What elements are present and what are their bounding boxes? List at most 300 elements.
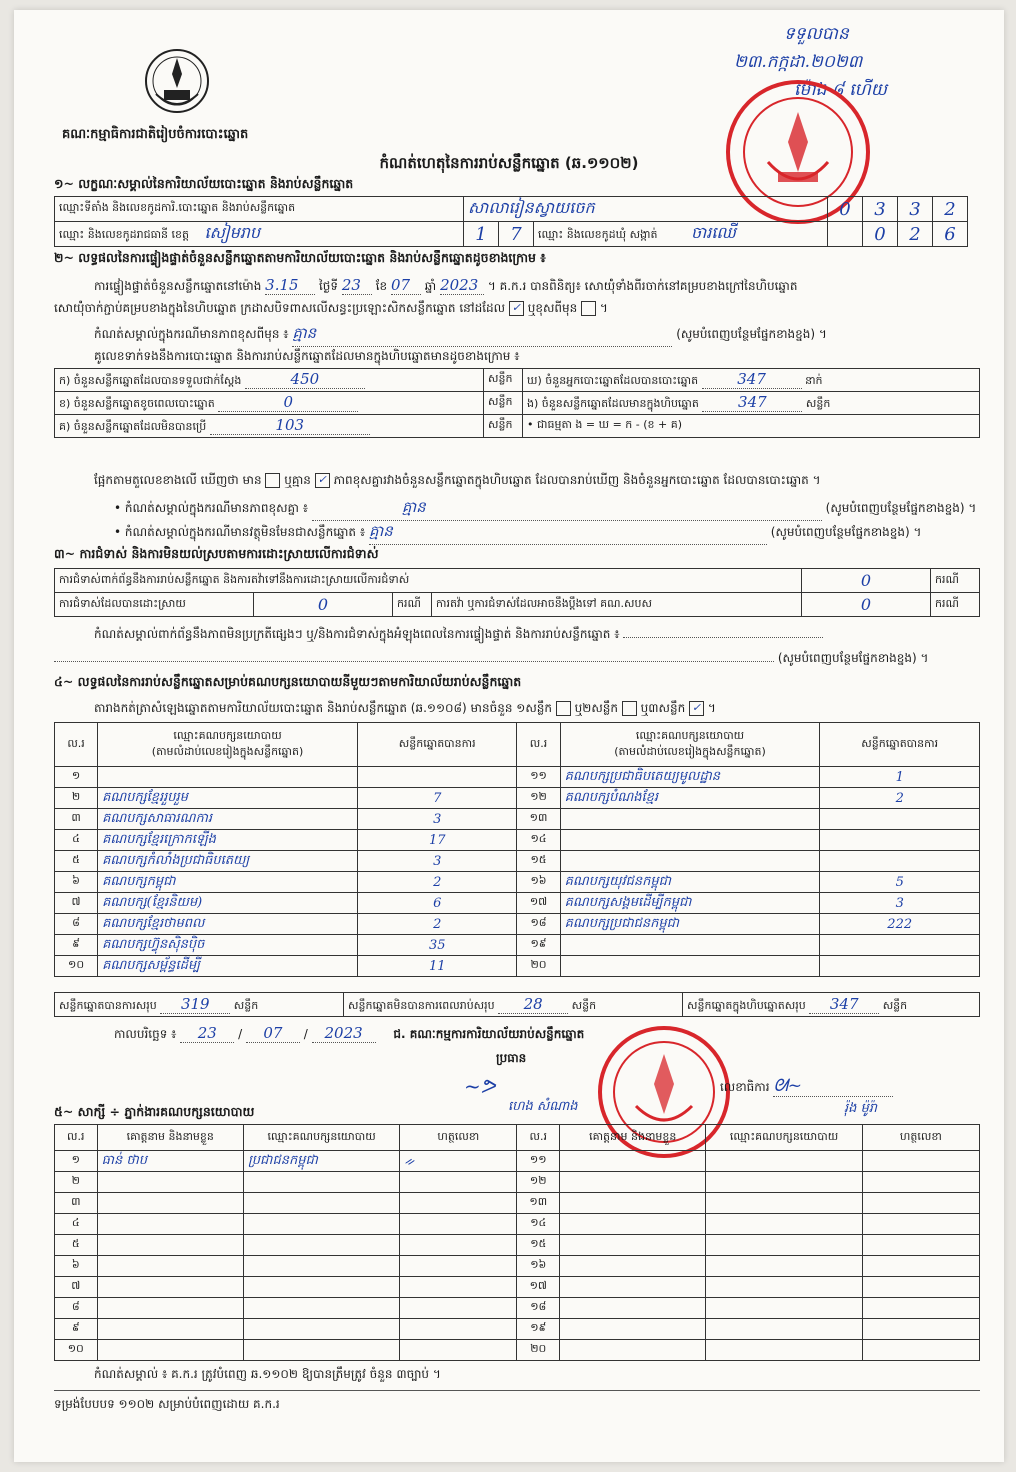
witness-name-cell xyxy=(560,1319,706,1340)
objections-value: 0 xyxy=(802,569,931,593)
witness-party-cell xyxy=(706,1298,862,1319)
col-votes-header: សន្លឹកឆ្នោតបានការ xyxy=(357,723,517,767)
party-row xyxy=(55,956,980,977)
witness-sign-cell xyxy=(400,1172,517,1193)
votes-cell: 2 xyxy=(357,872,517,893)
location-code-digit: 2 xyxy=(933,197,968,222)
change-note-label: កំណត់សម្គាល់ក្នុងករណីមានភាពខុសពីមុន ៖ xyxy=(94,327,289,341)
location-label: ឈ្មោះទីតាំង និងលេខកូដការិ.បោះឆ្នោត និងរាប់សន្លឹកឆ្នោត xyxy=(55,197,464,222)
totals-table xyxy=(54,992,980,1017)
verification-time: 3.15 xyxy=(265,276,315,295)
witness-sign-cell xyxy=(862,1235,979,1256)
party-results-table xyxy=(54,722,980,977)
witness-name-cell xyxy=(97,1172,243,1193)
witness-row xyxy=(55,1235,980,1256)
two-sheets-label: ឬ២សន្លឹក xyxy=(574,701,619,715)
witness-sign-cell xyxy=(862,1256,979,1277)
witness-table xyxy=(54,1124,980,1361)
votes-cell: 3 xyxy=(357,851,517,872)
col-no-header: ល.រ xyxy=(517,1125,560,1151)
fill-hint: (សូមបំពេញបន្ថែមផ្នែកខាងខ្នង) ។ xyxy=(676,327,827,341)
received-note-line: ទទួលបាន xyxy=(784,24,849,44)
section4-title: ៤~ លទ្ធផលនៃការរាប់សន្លឹកឆ្នោតសម្រាប់គណបក្សនយោបាយនីមួយៗតាមការិយាល័យរាប់សន្លឹកឆ្នោត xyxy=(54,674,522,689)
total-invalid-label: សន្លឹកឆ្នោតមិនបានការពេលរាប់សរុប xyxy=(348,998,495,1012)
no-cell: ១៤ xyxy=(517,830,560,851)
total-valid-value: 319 xyxy=(160,995,230,1014)
secretary-name: រ៉ុង ម៉ូរ៉ា xyxy=(844,1101,878,1116)
date-label: កាលបរិច្ឆេទ ៖ xyxy=(114,1027,177,1041)
witness-party-cell xyxy=(243,1235,399,1256)
organization-name: គណៈកម្មាធិការជាតិរៀបចំការបោះឆ្នោត xyxy=(62,127,249,142)
no-cell: ៦ xyxy=(55,1256,98,1277)
total-box-cell xyxy=(683,993,980,1017)
witness-name-cell xyxy=(560,1277,706,1298)
commune-label xyxy=(534,222,828,247)
objections-label: ការជំទាស់ពាក់ព័ន្ធនឹងការរាប់សន្លឹកឆ្នោត និងការតវ៉ាទៅនឹងការដោះស្រាយលើការជំទាស់ xyxy=(55,569,802,593)
count-d-label: ឃ) ចំនួនអ្នកបោះឆ្នោតដែលបានបោះឆ្នោត xyxy=(527,374,699,387)
province-code-digit: 1 xyxy=(464,222,499,247)
irregularities-note xyxy=(94,626,974,644)
unit-ballot: សន្លឹក xyxy=(882,998,908,1012)
col-party-subtitle: (តាមលំដាប់លេខរៀងក្នុងសន្លឹកឆ្នោត) xyxy=(151,744,304,758)
section1-title: ១~ លក្ខណៈសម្គាល់នៃការិយាល័យបោះឆ្នោត និងរាប់សន្លឹកឆ្នោត xyxy=(54,176,354,191)
votes-cell xyxy=(820,935,980,956)
count-a-value: 450 xyxy=(245,370,365,389)
witness-sign-cell xyxy=(862,1340,979,1361)
ballot-counts-table xyxy=(54,368,980,438)
col-party-header xyxy=(98,723,358,767)
location-code-digit: 0 xyxy=(828,197,863,222)
section1-table xyxy=(54,196,968,247)
no-cell: ១ xyxy=(55,1151,98,1172)
three-sheets-label: ឬ៣សន្លឹក xyxy=(640,701,686,715)
party-name-cell xyxy=(560,956,820,977)
irregularities-note-2 xyxy=(54,650,974,668)
no-cell: ៤ xyxy=(55,830,98,851)
witness-party-cell xyxy=(243,1193,399,1214)
witness-name-cell xyxy=(97,1277,243,1298)
witness-sign-cell xyxy=(400,1235,517,1256)
no-cell: ១៤ xyxy=(517,1214,560,1235)
president-signature: ~ᕗ xyxy=(464,1074,496,1098)
count-b-value: 0 xyxy=(218,393,358,412)
witness-sign-cell xyxy=(862,1277,979,1298)
verification-line-2: សោយ៉ុំចាក់ភ្ជាប់គម្របខាងក្នុងនៃហិបឆ្នោត ក្រដាសបិទពាសលើសន្ធះប្រឡោះសិកសន្លឹកឆ្នោត នៅដដែល ✓ ឬខុសពីមុន ។ xyxy=(54,301,608,315)
witness-row xyxy=(55,1277,980,1298)
witness-name-cell xyxy=(97,1319,243,1340)
unit-ballot: សន្លឹក xyxy=(805,397,831,410)
no-cell: ៨ xyxy=(55,1298,98,1319)
witness-row xyxy=(55,1214,980,1235)
count-a-label: ក) ចំនួនសន្លឹកឆ្នោតដែលបានទទួលជាក់ស្តែង xyxy=(59,374,242,387)
witness-sign-cell: ᨀ xyxy=(400,1151,517,1172)
votes-cell: 6 xyxy=(357,893,517,914)
no-cell: ២០ xyxy=(517,1340,560,1361)
party-row xyxy=(55,830,980,851)
one-sheet-checkbox[interactable] xyxy=(556,701,571,716)
count-d-cell xyxy=(523,369,980,392)
count-e-value: 347 xyxy=(702,393,802,412)
received-note-line: ២៣.កក្កដា.២០២៣ xyxy=(734,52,863,72)
party-name-cell xyxy=(560,851,820,872)
witness-sign-cell xyxy=(862,1214,979,1235)
no-cell: ២ xyxy=(55,1172,98,1193)
witness-sign-cell xyxy=(400,1319,517,1340)
no-cell: ១៦ xyxy=(517,1256,560,1277)
party-row xyxy=(55,914,980,935)
no-cell: ៧ xyxy=(55,1277,98,1298)
party-name-cell: គណបក្សសាធារណការ xyxy=(98,809,358,830)
form-title: កំណត់ហេតុនៃការរាប់សន្លឹកឆ្នោត (ឆ.១១០២) xyxy=(379,154,639,172)
party-row xyxy=(55,788,980,809)
irregular-note-label: • កំណត់សម្គាល់ក្នុងករណីមានវត្ថុមិនមែនជាសន្លឹកឆ្នោត ៖ xyxy=(114,525,366,539)
irregularities-note-line xyxy=(623,637,823,638)
witness-name-cell xyxy=(97,1256,243,1277)
count-a-cell xyxy=(55,369,484,392)
witness-name-cell xyxy=(560,1256,706,1277)
total-invalid-value: 28 xyxy=(498,995,568,1014)
irregularities-note-label: កំណត់សម្គាល់ពាក់ព័ន្ធនឹងភាពមិនប្រក្រតីផ្សេងៗ ឬ/និងការជំទាស់ក្នុងអំឡុងពេលនៃការផ្ទៀងផ្ទាត់ និងការរាប់សន្លឹកឆ្នោត ៖ xyxy=(94,627,620,641)
same-checkbox-checked[interactable]: ✓ xyxy=(509,301,524,316)
unit-cell: ករណី xyxy=(931,593,980,617)
col-party-header: ឈ្មោះគណបក្សនយោបាយ xyxy=(243,1125,399,1151)
comparison-none-label: ឬគ្មាន xyxy=(284,473,311,487)
witness-party-cell xyxy=(706,1235,862,1256)
form-sheet xyxy=(14,10,1004,1462)
no-cell: ៧ xyxy=(55,893,98,914)
changed-label: ឬខុសពីមុន xyxy=(527,301,578,315)
col-party-header xyxy=(560,723,820,767)
witness-party-cell xyxy=(243,1172,399,1193)
president-name: ហេង សំណាង xyxy=(508,1099,578,1114)
witness-party-cell xyxy=(243,1277,399,1298)
votes-cell: 35 xyxy=(357,935,517,956)
witness-row xyxy=(55,1319,980,1340)
witness-name-cell xyxy=(97,1298,243,1319)
unit-cell: សន្លឹក xyxy=(484,392,523,415)
committee-label: ជ. គណៈកម្មការការិយាល័យរាប់សន្លឹកឆ្នោត xyxy=(393,1027,585,1041)
spacer-cell xyxy=(828,222,863,247)
witness-row xyxy=(55,1340,980,1361)
section5-title: ៥~ សាក្សី ÷ ភ្នាក់ងារគណបក្សនយោបាយ xyxy=(54,1104,255,1119)
witness-name-cell xyxy=(97,1340,243,1361)
party-name-cell xyxy=(98,767,358,788)
no-cell: ៩ xyxy=(55,935,98,956)
province-value: សៀមរាប xyxy=(204,223,261,242)
no-cell: ១២ xyxy=(517,1172,560,1193)
appeal-value: 0 xyxy=(802,593,931,617)
votes-cell xyxy=(820,809,980,830)
no-cell: ១៧ xyxy=(517,893,560,914)
party-name-cell: គណបក្សខ្មែរថាមពល xyxy=(98,914,358,935)
votes-cell: 222 xyxy=(820,914,980,935)
witness-party-cell xyxy=(706,1277,862,1298)
col-votes-header: សន្លឹកឆ្នោតបានការ xyxy=(820,723,980,767)
party-rows xyxy=(55,767,980,977)
tally-sheets-label: តារាងកត់ត្រាសំឡេងឆ្នោតតាមការិយាល័យបោះឆ្នោត និងរាប់សន្លឹកឆ្នោត (ឆ.១១០៨) មានចំនួន ១សន្លឹក xyxy=(94,701,552,715)
total-valid-cell xyxy=(55,993,344,1017)
party-row xyxy=(55,872,980,893)
verification-line-1 xyxy=(94,276,974,296)
no-cell: ១២ xyxy=(517,788,560,809)
count-e-cell xyxy=(523,392,980,415)
date-line: កាលបរិច្ឆេទ ៖ 23 / 07 / 2023 ជ. គណៈកម្មការការិយាល័យរាប់សន្លឹកឆ្នោត xyxy=(114,1024,585,1042)
party-name-cell: គណបក្សយុវជនកម្ពុជា xyxy=(560,872,820,893)
no-cell: ១៣ xyxy=(517,809,560,830)
party-name-cell xyxy=(560,809,820,830)
party-name-cell: គណបក្សហ៊្វុនស៊ិនប៉ិច xyxy=(98,935,358,956)
section3-title: ៣~ ការជំទាស់ និងការមិនយល់ស្របតាមការដោះស្រាយលើការជំទាស់ xyxy=(54,546,379,561)
party-name-cell: គណបក្សប្រជាជនកម្ពុជា xyxy=(560,914,820,935)
witness-sign-cell xyxy=(400,1340,517,1361)
votes-cell: 3 xyxy=(357,809,517,830)
commune-code-digit: 0 xyxy=(863,222,898,247)
witness-name-cell xyxy=(560,1193,706,1214)
witness-row xyxy=(55,1298,980,1319)
irregularities-blank-line xyxy=(54,661,774,662)
has-difference-checkbox[interactable] xyxy=(265,473,280,488)
irregular-note-value: គ្មាន xyxy=(369,522,767,545)
tally-sheets-line: តារាងកត់ត្រាសំឡេងឆ្នោតតាមការិយាល័យបោះឆ្នោត និងរាប់សន្លឹកឆ្នោត (ឆ.១១០៨) មានចំនួន ១សន្លឹក ឬ២សន្លឹក ឬ៣សន្លឹក ✓ ។ xyxy=(94,701,716,715)
witness-name-cell xyxy=(97,1235,243,1256)
province-label xyxy=(55,222,464,247)
witness-party-cell xyxy=(243,1340,399,1361)
witness-party-cell: ប្រជាជនកម្ពុជា xyxy=(243,1151,399,1172)
formula-text: ជាធម្មតា ង = ឃ = ក - (ខ + គ) xyxy=(537,418,682,431)
year-label: ឆ្នាំ xyxy=(424,279,437,293)
total-valid-label: សន្លឹកឆ្នោតបានការសរុប xyxy=(59,998,157,1012)
no-cell: ១៥ xyxy=(517,1235,560,1256)
no-cell: ១១ xyxy=(517,767,560,788)
party-name-cell: គណបក្សកំលាំងប្រជាធិបតេយ្យ xyxy=(98,851,358,872)
location-code-digit: 3 xyxy=(863,197,898,222)
change-note-line xyxy=(94,324,974,347)
no-cell: ១៨ xyxy=(517,914,560,935)
no-cell: ២ xyxy=(55,788,98,809)
secretary-signature: ᘛ~ xyxy=(773,1076,893,1097)
secretary-line xyxy=(720,1076,893,1097)
witness-party-cell xyxy=(706,1151,862,1172)
col-no-header: ល.រ xyxy=(517,723,560,767)
count-e-label: ង) ចំនួនសន្លឹកឆ្នោតដែលមានក្នុងហិបឆ្នោត xyxy=(527,397,699,410)
two-sheets-checkbox[interactable] xyxy=(622,701,637,716)
change-note-value: គ្មាន xyxy=(292,324,672,347)
votes-cell: 11 xyxy=(357,956,517,977)
witness-row xyxy=(55,1256,980,1277)
party-row xyxy=(55,935,980,956)
col-party-title: ឈ្មោះគណបក្សនយោបាយ xyxy=(173,728,282,742)
votes-cell: 7 xyxy=(357,788,517,809)
party-name-cell: គណបក្សកម្ពុជា xyxy=(98,872,358,893)
unit-person: នាក់ xyxy=(805,374,823,387)
count-c-label: គ) ចំនួនសន្លឹកឆ្នោតដែលមិនបានប្រើ xyxy=(59,420,207,433)
seal-check-text: សោយ៉ុំចាក់ភ្ជាប់គម្របខាងក្នុងនៃហិបឆ្នោត ក្រដាសបិទពាសលើសន្ធះប្រឡោះសិកសន្លឹកឆ្នោត នៅដដែល xyxy=(54,301,506,315)
resolved-value: 0 xyxy=(254,593,393,617)
no-cell: ១៣ xyxy=(517,1193,560,1214)
comparison-has-label: ផ្អែកតាមតួលេខខាងលើ ឃើញថា មាន xyxy=(94,473,262,487)
witness-sign-cell xyxy=(400,1277,517,1298)
witness-row xyxy=(55,1193,980,1214)
no-cell: ៤ xyxy=(55,1214,98,1235)
no-cell: ៣ xyxy=(55,809,98,830)
difference-note-line xyxy=(114,498,977,521)
votes-cell xyxy=(820,956,980,977)
difference-note-value: គ្មាន xyxy=(312,498,822,521)
witness-party-cell xyxy=(243,1256,399,1277)
commune-value: ចារឈើ xyxy=(691,223,736,242)
witness-sign-cell xyxy=(400,1256,517,1277)
verification-line-1-rest: ។ គ.ក.រ បានពិនិត្យ៖ សោយ៉ុំទាំងពីរចាក់នៅគម្របខាងក្រៅនៃហិបឆ្នោត xyxy=(487,279,798,293)
no-cell: ៨ xyxy=(55,914,98,935)
witness-sign-cell xyxy=(862,1193,979,1214)
unit-ballot: សន្លឹក xyxy=(571,998,597,1012)
province-code-digit: 7 xyxy=(499,222,534,247)
no-cell: ៩ xyxy=(55,1319,98,1340)
witness-party-cell xyxy=(706,1193,862,1214)
party-name-cell: គណបក្សបំណងខ្មែរ xyxy=(560,788,820,809)
resolved-label: ការជំទាស់ដែលបានដោះស្រាយ xyxy=(55,593,254,617)
secretary-label: លេខាធិការ xyxy=(720,1080,770,1094)
fill-hint: (សូមបំពេញបន្ថែមផ្នែកខាងខ្នង) ។ xyxy=(770,525,922,539)
votes-cell: 2 xyxy=(357,914,517,935)
day-label: ថ្ងៃទី xyxy=(319,279,339,293)
appeal-label: ការតវ៉ា ឬការជំទាស់ដែលអាចនឹងប្តឹងទៅ គណ.សបស xyxy=(432,593,802,617)
no-cell: ១០ xyxy=(55,956,98,977)
witness-sign-cell xyxy=(400,1193,517,1214)
witness-party-cell xyxy=(706,1319,862,1340)
count-c-value: 103 xyxy=(210,416,370,435)
date-month: 07 xyxy=(246,1024,300,1043)
section2-title: ២~ លទ្ធផលនៃការផ្ទៀងផ្ទាត់ចំនួនសន្លឹកឆ្នោតតាមការិយាល័យបោះឆ្នោត និងរាប់សន្លឹកឆ្នោតដូចខាងក្រោម ៖ xyxy=(54,250,546,265)
witness-party-cell xyxy=(706,1172,862,1193)
votes-cell: 5 xyxy=(820,872,980,893)
commune-code-digit: 2 xyxy=(898,222,933,247)
col-no-header: ល.រ xyxy=(55,1125,98,1151)
votes-cell: 1 xyxy=(820,767,980,788)
counts-intro: គូលេខទាក់ទងនឹងការបោះឆ្នោត និងការរាប់សន្លឹកឆ្នោតដែលមានក្នុងហិបឆ្នោតមានដូចខាងក្រោម ៖ xyxy=(94,349,520,363)
fill-hint: (សូមបំពេញបន្ថែមផ្នែកខាងខ្នង) ។ xyxy=(825,501,977,515)
votes-cell: 2 xyxy=(820,788,980,809)
footer-divider xyxy=(54,1390,980,1391)
comparison-line xyxy=(94,472,974,490)
count-b-label: ខ) ចំនួនសន្លឹកឆ្នោតខូចពេលបោះឆ្នោត xyxy=(59,397,215,410)
total-box-label: សន្លឹកឆ្នោតក្នុងហិបឆ្នោតសរុប xyxy=(687,998,806,1012)
witness-sign-cell xyxy=(400,1214,517,1235)
col-party-title: ឈ្មោះគណបក្សនយោបាយ xyxy=(635,728,745,742)
col-name-header: គោត្តនាម និងនាមខ្លួន xyxy=(560,1125,706,1151)
witness-party-cell xyxy=(706,1256,862,1277)
three-sheets-checkbox-checked[interactable]: ✓ xyxy=(689,701,704,716)
no-difference-checkbox-checked[interactable]: ✓ xyxy=(315,473,330,488)
verification-month: 07 xyxy=(391,276,421,295)
no-cell: ៥ xyxy=(55,1235,98,1256)
location-code-digit: 3 xyxy=(898,197,933,222)
unit-cell: សន្លឹក xyxy=(484,415,523,438)
no-cell: ១៧ xyxy=(517,1277,560,1298)
witness-name-cell xyxy=(97,1214,243,1235)
objections-table xyxy=(54,568,980,617)
total-invalid-cell xyxy=(344,993,683,1017)
witness-sign-cell xyxy=(400,1298,517,1319)
no-cell: ៦ xyxy=(55,872,98,893)
witness-sign-cell xyxy=(862,1298,979,1319)
no-cell: ២០ xyxy=(517,956,560,977)
fill-hint: (សូមបំពេញបន្ថែមផ្នែកខាងខ្នង) ។ xyxy=(777,651,929,665)
unit-cell: ករណី xyxy=(393,593,432,617)
no-cell: ១៥ xyxy=(517,851,560,872)
col-party-subtitle: (តាមលំដាប់លេខរៀងក្នុងសន្លឹកឆ្នោត) xyxy=(614,744,766,758)
party-name-cell: គណបក្សប្រជាធិបតេយ្យមូលដ្ឋាន xyxy=(560,767,820,788)
col-no-header: ល.រ xyxy=(55,723,98,767)
no-cell: ៥ xyxy=(55,851,98,872)
witness-sign-cell xyxy=(862,1319,979,1340)
party-name-cell: គណបក្សខ្មែររួបរួម xyxy=(98,788,358,809)
date-day: 23 xyxy=(180,1024,234,1043)
party-name-cell xyxy=(560,935,820,956)
witness-party-cell xyxy=(243,1298,399,1319)
witness-party-cell xyxy=(706,1340,862,1361)
party-name-cell: គណបក្សសម្ព័ន្ធដើម្បី xyxy=(98,956,358,977)
witness-party-cell xyxy=(243,1214,399,1235)
witness-note: កំណត់សម្គាល់ ៖ គ.ក.រ ត្រូវបំពេញ ឆ.១១០២ ឱ្យបានត្រឹមត្រូវ ចំនួន ៣ច្បាប់ ។ xyxy=(94,1367,441,1381)
witness-name-cell: ធាន់ ថាប xyxy=(97,1151,243,1172)
witness-sign-cell xyxy=(862,1172,979,1193)
comparison-rest: ភាពខុសគ្នារវាងចំនួនសន្លឹកឆ្នោតក្នុងហិបឆ្នោត ដែលបានរាប់ឃើញ និងចំនួនអ្នកបោះឆ្នោត ដែលបានបោះឆ្នោត ។ xyxy=(333,473,821,487)
date-year: 2023 xyxy=(312,1024,376,1043)
party-row xyxy=(55,851,980,872)
col-sign-header: ហត្ថលេខា xyxy=(862,1125,979,1151)
commune-code-digit: 6 xyxy=(933,222,968,247)
no-cell: ១៨ xyxy=(517,1298,560,1319)
changed-checkbox[interactable] xyxy=(581,301,596,316)
witness-name-cell xyxy=(560,1298,706,1319)
col-name-header: គោត្តនាម និងនាមខ្លួន xyxy=(97,1125,243,1151)
formula-cell: • ជាធម្មតា ង = ឃ = ក - (ខ + គ) xyxy=(523,415,980,438)
witness-name-cell xyxy=(560,1235,706,1256)
col-sign-header: ហត្ថលេខា xyxy=(400,1125,517,1151)
no-cell: ១៩ xyxy=(517,935,560,956)
unit-cell: សន្លឹក xyxy=(484,369,523,392)
irregular-note-line xyxy=(114,522,974,545)
witness-party-cell xyxy=(243,1319,399,1340)
party-row xyxy=(55,809,980,830)
no-cell: ១៦ xyxy=(517,872,560,893)
received-note-line: ម៉ោង ៨ ហើយ xyxy=(794,80,887,100)
col-party-header: ឈ្មោះគណបក្សនយោបាយ xyxy=(706,1125,862,1151)
commune-label-text: ឈ្មោះ និងលេខកូដឃុំ សង្កាត់ xyxy=(538,228,658,241)
difference-note-label: • កំណត់សម្គាល់ក្នុងករណីមានភាពខុសគ្នា ៖ xyxy=(114,501,309,515)
verification-day: 23 xyxy=(342,276,372,295)
verification-year: 2023 xyxy=(440,276,484,295)
witness-rows xyxy=(55,1151,980,1361)
count-b-cell xyxy=(55,392,484,415)
party-row xyxy=(55,767,980,788)
verification-time-label: ការផ្ទៀងផ្ទាត់ចំនួនសន្លឹកឆ្នោតនៅម៉ោង xyxy=(94,279,262,293)
unit-ballot: សន្លឹក xyxy=(233,998,259,1012)
nec-emblem-logo xyxy=(142,44,212,118)
witness-party-cell xyxy=(706,1214,862,1235)
witness-row xyxy=(55,1172,980,1193)
form-footer-note: ទម្រង់បែបបទ ១១០២ សម្រាប់បំពេញដោយ គ.ក.រ xyxy=(54,1397,280,1411)
party-name-cell: គណបក្ស(ខ្មែរនិយម) xyxy=(98,893,358,914)
count-d-value: 347 xyxy=(702,370,802,389)
province-label-text: ឈ្មោះ និងលេខកូដរាជធានី ខេត្ត xyxy=(59,228,189,241)
party-name-cell xyxy=(560,830,820,851)
no-cell: ១០ xyxy=(55,1340,98,1361)
votes-cell xyxy=(820,830,980,851)
witness-name-cell xyxy=(560,1151,706,1172)
witness-name-cell xyxy=(560,1214,706,1235)
